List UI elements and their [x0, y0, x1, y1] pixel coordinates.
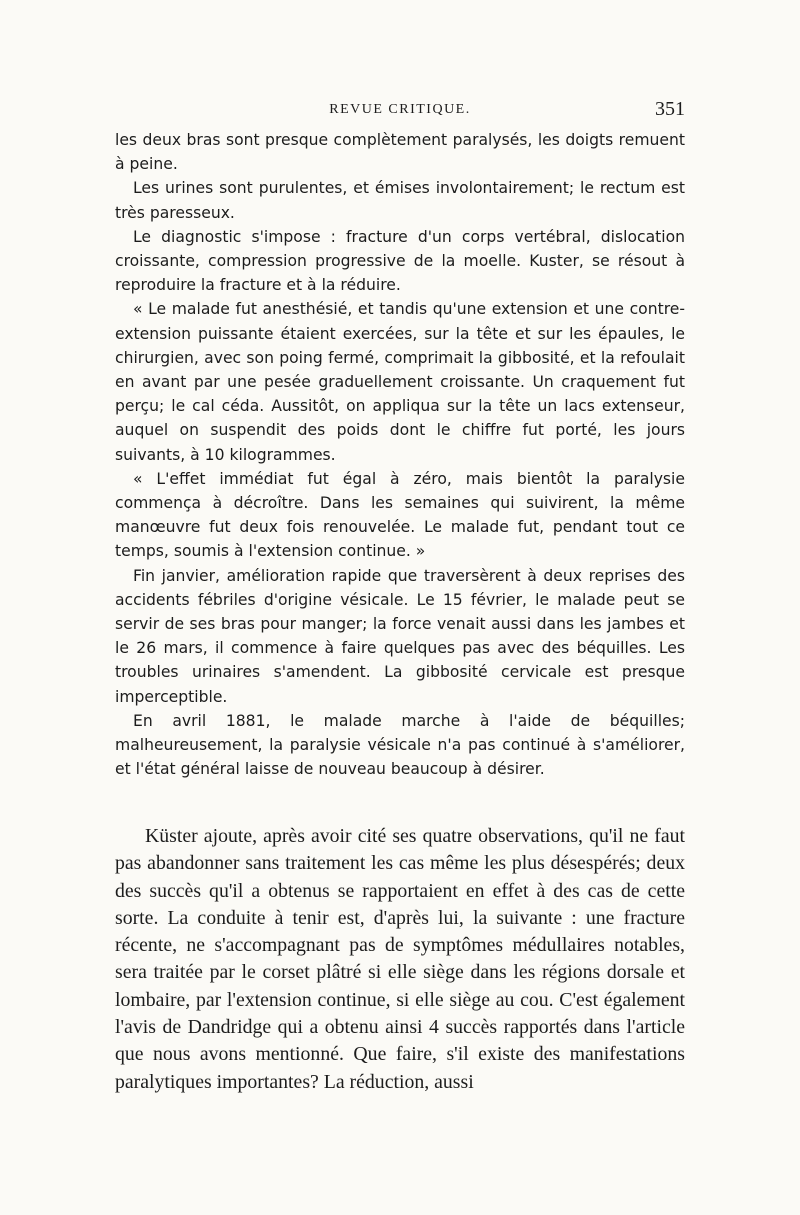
paragraph: les deux bras sont presque complètement paralysés, les doigts remuent à peine. — [115, 131, 685, 174]
page-number: 351 — [655, 98, 685, 120]
body-text — [115, 823, 685, 1096]
paragraph: En avril 1881, le malade marche à l'aide de béquilles; malheureusement, la paralysie vésicale n'a pas continué à s'améliorer, et l'état général laisse de nouveau beaucoup à désirer. — [115, 711, 685, 779]
page-header — [115, 98, 685, 122]
paragraph: « Le malade fut anesthésié, et tandis qu'une extension et une contre-extension puissante étaient exercées, sur la tête et sur les épaules, le chirurgien, avec son poing fermé, comprimait la gibbosité, et la refoulait en avant par une pesée graduellement croissante. Un craquement fut perçu; le cal céda. Aussitôt, on appliqua sur la tête un lacs extenseur, auquel on suspendit des poids dont le chiffre fut porté, les jours suivants, à 10 kilogrammes. — [115, 300, 685, 464]
paragraph: Küster ajoute, après avoir cité ses quatre observations, qu'il ne faut pas abandonner sans traitement les cas même les plus désespérés; deux des succès qu'il a obtenus se rapportaient en effet à des cas de cette sorte. La conduite à tenir est, d'après lui, la suivante : une fracture récente, ne s'accompagnant pas de symptômes médullaires notables, sera traitée par le corset plâtré si elle siège dans les régions dorsale et lombaire, par l'extension continue, si elle siège au cou. C'est également l'avis de Dandridge qui a obtenu ainsi 4 succès rapportés dans l'article que nous avons mentionné. Que faire, s'il existe des manifestations paralytiques importantes? La réduction, aussi — [115, 825, 685, 1093]
running-title: REVUE CRITIQUE. — [329, 102, 471, 117]
paragraph: Le diagnostic s'impose : fracture d'un corps vertébral, dislocation croissante, compression progressive de la moelle. Kuster, se résout à reproduire la fracture et à la réduire. — [115, 227, 685, 295]
paragraph: « L'effet immédiat fut égal à zéro, mais bientôt la paralysie commença à décroître. Dans les semaines qui suivirent, la même manœuvre fut deux fois renouvelée. Le malade fut, pendant tout ce temps, soumis à l'extension continue. » — [115, 469, 685, 561]
paragraph: Les urines sont purulentes, et émises involontairement; le rectum est très paresseux. — [115, 179, 685, 222]
paragraph: Fin janvier, amélioration rapide que traversèrent à deux reprises des accidents fébriles d'origine vésicale. Le 15 février, le malade peut se servir de ses bras pour manger; la force venait aussi dans les jambes et le 26 mars, il commence à faire quelques pas avec des béquilles. Les troubles urinaires s'amendent. La gibbosité cervicale est presque imperceptible. — [115, 566, 685, 706]
quoted-observation-text — [115, 128, 685, 781]
